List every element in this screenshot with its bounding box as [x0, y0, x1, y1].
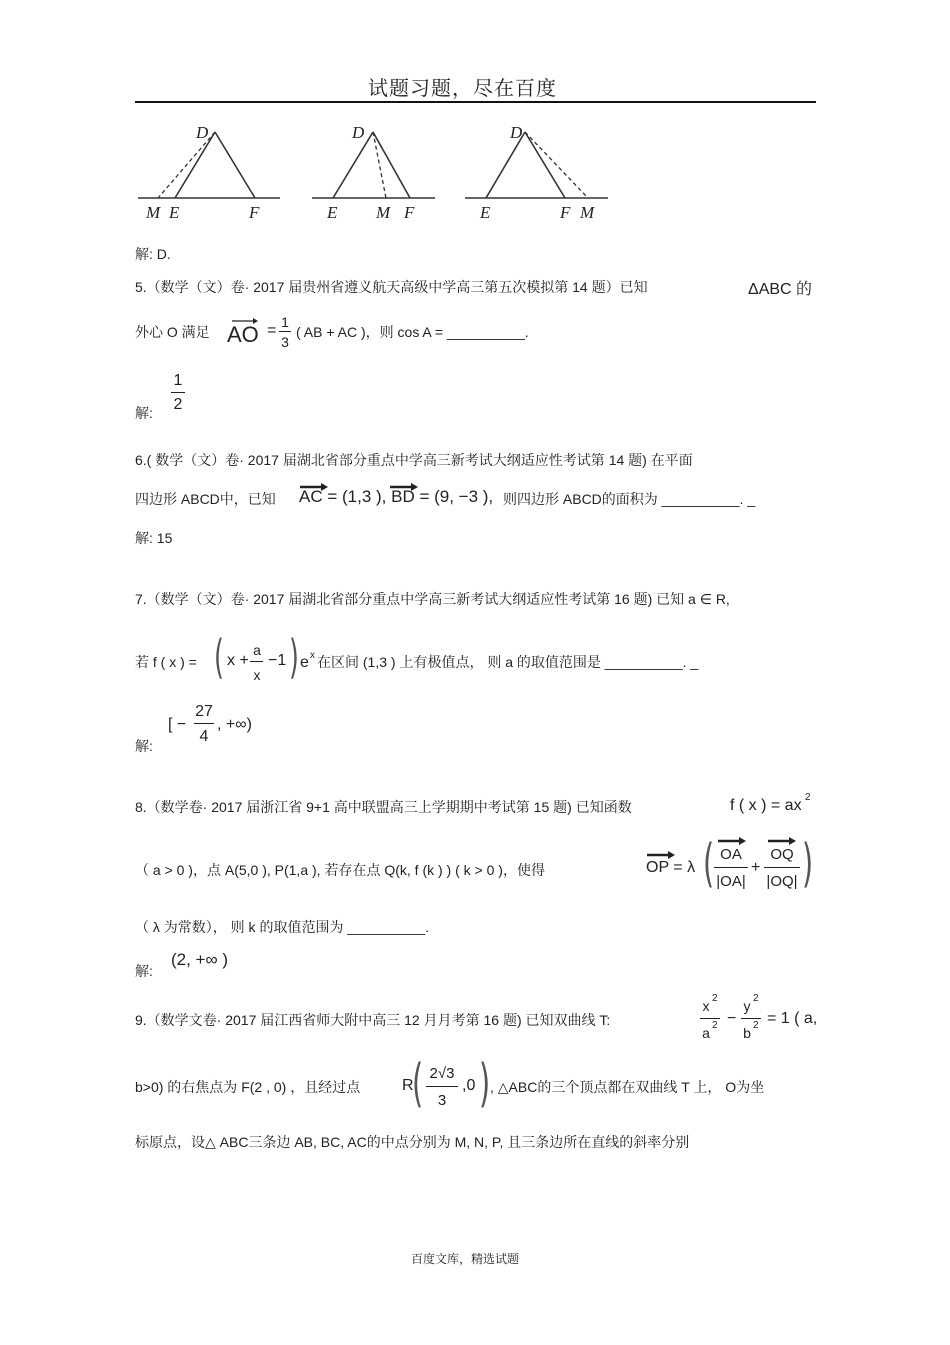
q8-function: f ( x ) = ax: [730, 797, 802, 814]
fraction-bar: [700, 1018, 720, 1019]
q7-answer-den: 4: [199, 728, 209, 745]
q8-answer-label: 解:: [135, 963, 153, 979]
q9-line-3: 标原点，设△ ABC三条边 AB, BC, AC的中点分别为 M, N, P, 且三条边所在直线的斜率分别: [135, 1134, 690, 1150]
q5-coef-num: 1: [281, 314, 289, 330]
vector-arrow-icon: [389, 478, 419, 486]
fig1-label-f: F: [249, 203, 260, 222]
q5-answer-den: 2: [173, 396, 183, 413]
q7-answer-label: 解:: [135, 738, 153, 754]
fraction-bar: [741, 1018, 761, 1019]
q8-square: 2: [805, 792, 811, 803]
figure-3: [465, 123, 608, 222]
fig1-label-e: E: [169, 203, 180, 222]
fraction-bar: [426, 1086, 458, 1087]
figure-1: [138, 123, 280, 222]
q4-answer: 解: D.: [135, 246, 171, 262]
q6-line-2b: 则四边形 ABCD的面积为 __________. _: [503, 491, 756, 507]
q8-plus: +: [751, 859, 761, 876]
q9-line-1: 9.（数学文卷· 2017 届江西省师大附中高三 12 月月考第 16 题) 已知双曲线 T:: [135, 1012, 611, 1028]
q9-x-exp: 2: [712, 993, 718, 1004]
fig1-label-d: D: [196, 123, 209, 142]
q5-coef-den: 3: [281, 334, 289, 350]
q5-equals: =: [267, 322, 277, 339]
q7-if: 若 f ( x ) =: [135, 654, 197, 670]
q8-line-1: 8.（数学卷· 2017 届浙江省 9+1 高中联盟高三上学期期中考试第 15 题) 已知函数: [135, 799, 632, 815]
vector-arrow-icon: [299, 478, 329, 486]
q8-op: OP = λ: [646, 859, 696, 876]
fraction-bar: [279, 331, 291, 332]
fig2-label-e: E: [327, 203, 338, 222]
fig3-label-d: D: [510, 123, 523, 142]
figure-2: [312, 123, 435, 222]
q9-y: y: [743, 998, 751, 1014]
q7-left-paren: (: [214, 630, 224, 684]
q9-point-r: R: [402, 1077, 414, 1094]
fig2-label-f: F: [404, 203, 415, 222]
q7-x-plus: x +: [227, 652, 249, 669]
q7-a-num: a: [253, 642, 261, 658]
q7-answer-open: [ −: [168, 716, 187, 733]
q8-right-paren: ): [802, 834, 814, 894]
q9-a: a: [702, 1025, 710, 1041]
q7-e: e: [300, 654, 309, 671]
q8-oq: OQ: [770, 846, 794, 863]
fig1-label-m: M: [146, 203, 161, 222]
q7-right-paren: ): [289, 630, 299, 684]
fig2-label-d: D: [352, 123, 365, 142]
q7-minus-one: −1: [268, 652, 287, 669]
q5-line-2: 外心 O 满足: [135, 324, 210, 340]
q8-line-2: （ a > 0 )，点 A(5,0 ), P(1,a ), 若存在点 Q(k, f (k ) ) ( k > 0 )，使得: [135, 862, 545, 878]
q7-exp: x: [310, 650, 315, 661]
q9-minus: −: [727, 1010, 737, 1027]
q9-line-2b: , △ABC的三个顶点都在双曲线 T 上， O为坐: [490, 1079, 765, 1095]
q9-b-exp: 2: [753, 1020, 759, 1031]
q5-answer-label: 解:: [135, 405, 153, 421]
q5-line-1: 5.（数学（文）卷· 2017 届贵州省遵义航天高级中学高三第五次模拟第 14 题）已知: [135, 279, 648, 295]
q7-rest: 在区间 (1,3 ) 上有极值点， 则 a 的取值范围是 __________. _: [317, 654, 699, 670]
triangle-figures: [130, 118, 630, 228]
vector-arrow-icon: [646, 846, 676, 854]
q7-x-den: x: [253, 667, 261, 683]
q9-r-den: 3: [437, 1092, 447, 1109]
vector-arrow-icon: [767, 832, 797, 840]
q5-rest: ( AB + AC )，则 cos A = __________.: [296, 324, 529, 340]
q6-line-1: 6.( 数学（文）卷· 2017 届湖北省部分重点中学高三新考试大纲适应性考试第 14 题) 在平面: [135, 452, 693, 468]
q9-equals: = 1 ( a,: [767, 1010, 818, 1027]
fraction-bar: [171, 392, 185, 393]
vector-arrow-icon: [717, 832, 747, 840]
q6-vectors: AC = (1,3 ), BD = (9, −3 ),: [299, 487, 494, 506]
q9-x: x: [702, 998, 710, 1014]
header-rule: [135, 101, 816, 103]
q8-answer-value: (2, +∞ ): [171, 950, 228, 969]
q9-a-exp: 2: [712, 1020, 718, 1031]
fraction-bar: [194, 723, 214, 724]
fig3-label-m: M: [580, 203, 595, 222]
page-footer: 百度文库，精选试题: [411, 1252, 520, 1266]
vector-arrow-icon: [229, 312, 259, 320]
q8-oq-norm: |OQ|: [766, 873, 798, 890]
q9-left-paren: (: [412, 1054, 424, 1114]
q9-b: b: [743, 1025, 751, 1041]
q5-answer-num: 1: [173, 372, 183, 389]
q6-answer: 解: 15: [135, 530, 173, 546]
fraction-bar: [714, 867, 748, 868]
fig2-label-m: M: [376, 203, 391, 222]
q9-r-coord: ,0: [462, 1077, 476, 1094]
q8-line-3: （ λ 为常数）， 则 k 的取值范围为 __________.: [135, 919, 430, 935]
q5-ao: AO: [227, 322, 259, 347]
q8-oa: OA: [720, 846, 742, 863]
q8-left-paren: (: [703, 834, 715, 894]
q8-oa-norm: |OA|: [716, 873, 746, 890]
q6-line-2: 四边形 ABCD中，已知: [135, 491, 276, 507]
q7-line-1: 7.（数学（文）卷· 2017 届湖北省部分重点中学高三新考试大纲适应性考试第 16 题) 已知 a ∈ R,: [135, 591, 730, 607]
q9-r-num: 2√3: [429, 1065, 455, 1082]
q9-line-2: b>0) 的右焦点为 F(2 , 0) ，且经过点: [135, 1079, 361, 1095]
q5-triangle: ΔABC 的: [748, 281, 813, 298]
q9-y-exp: 2: [753, 993, 759, 1004]
fig3-label-e: E: [480, 203, 491, 222]
fraction-bar: [250, 661, 263, 662]
fig3-label-f: F: [560, 203, 571, 222]
q9-right-paren: ): [479, 1054, 491, 1114]
q7-answer-tail: , +∞): [217, 716, 252, 733]
page-title: 试题习题，尽在百度: [368, 76, 557, 100]
fraction-bar: [764, 867, 800, 868]
q7-answer-num: 27: [195, 703, 213, 720]
